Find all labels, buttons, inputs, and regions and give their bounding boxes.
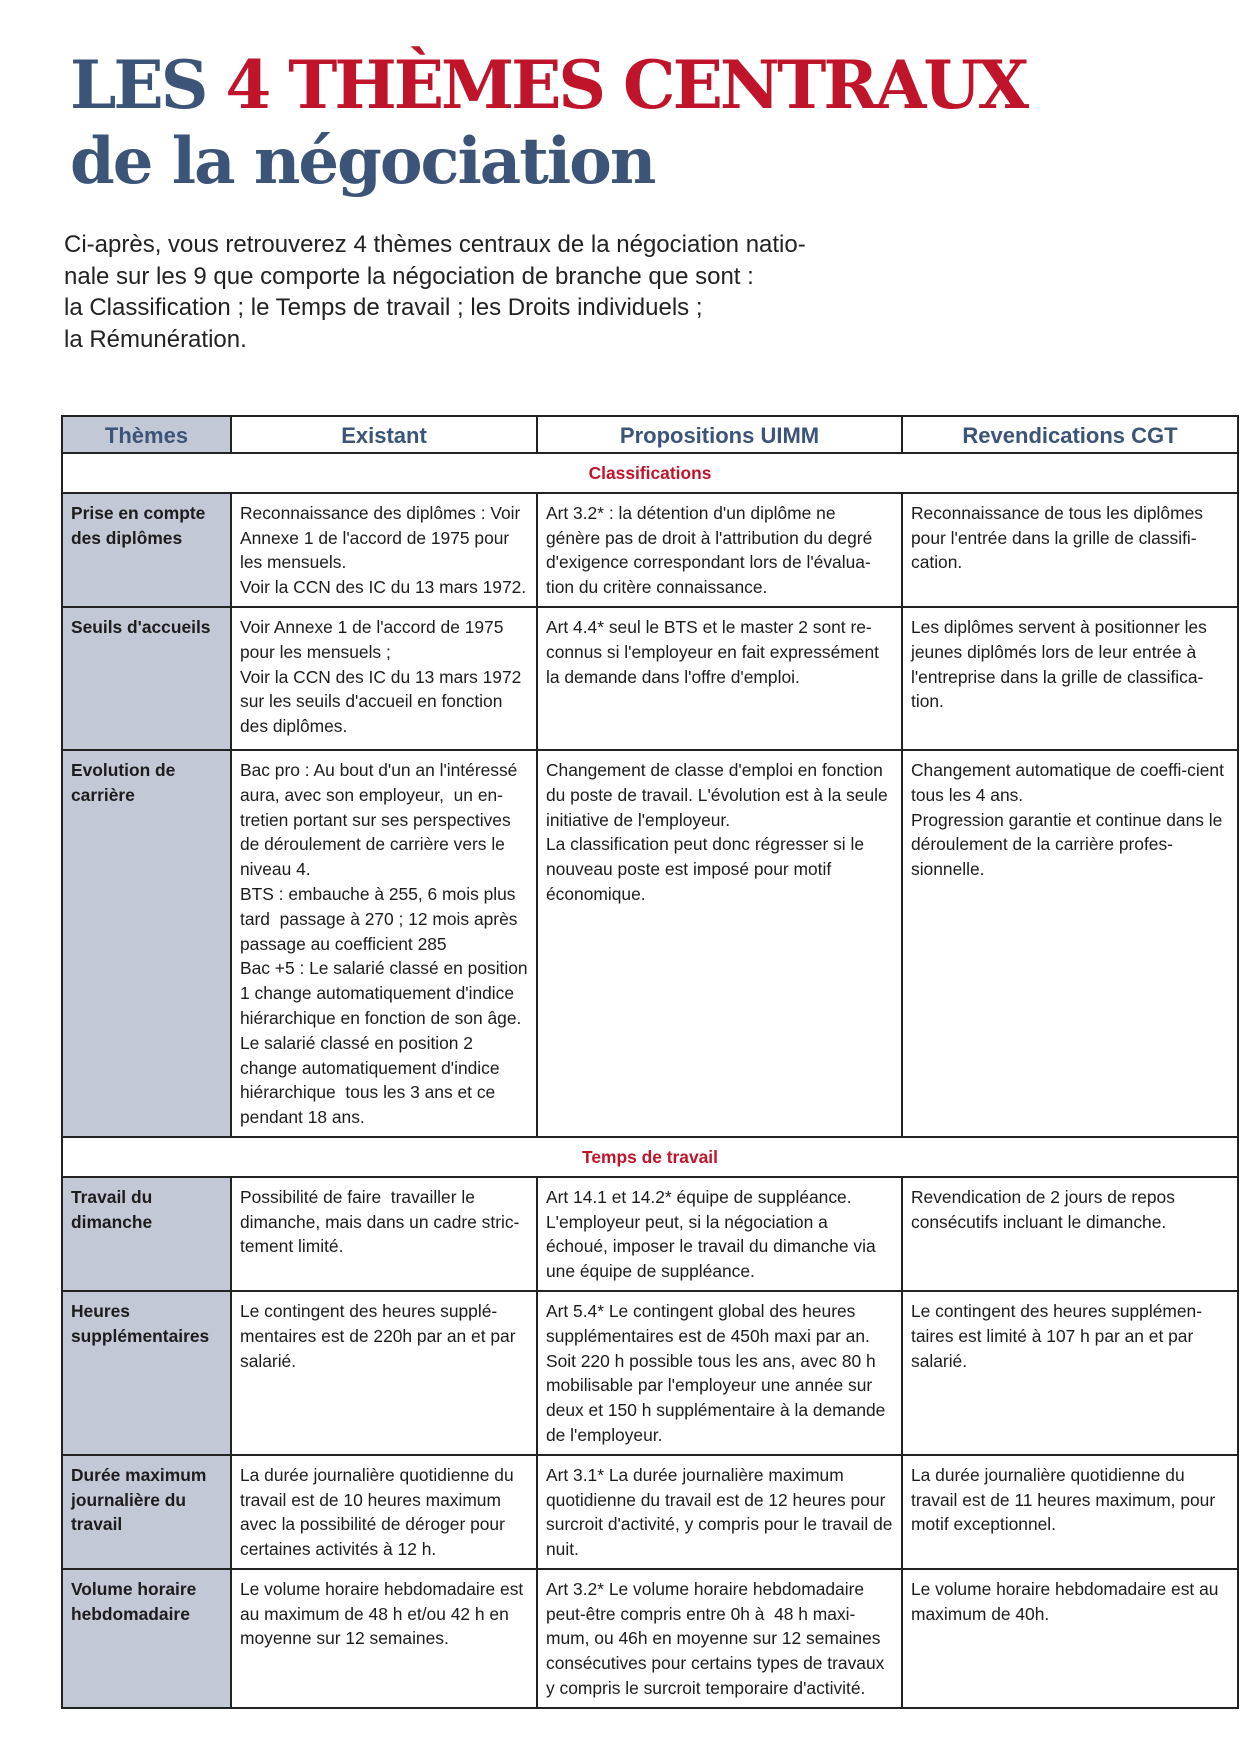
table-row bbox=[62, 607, 1238, 750]
header-propositions-uimm: Propositions UIMM bbox=[537, 416, 902, 453]
cell-text: Le contingent des heures supplé-mentaires est de 220h par an et par salarié. bbox=[240, 1300, 521, 1371]
intro-paragraph bbox=[64, 229, 864, 355]
cell-text: Art 3.2* : la détention d'un diplôme ne génère pas de droit à l'attribution du degré d'exigence correspondant lors de l'évalua-tion du critère connaissance. bbox=[546, 502, 878, 598]
existant-cell bbox=[231, 493, 537, 607]
cell-text: Art 3.1* La durée journalière maximum quotidienne du travail est de 12 heures pour surcroit d'activité, y compris pour le travail de nuit. bbox=[546, 1464, 898, 1560]
uimm-cell bbox=[537, 493, 902, 607]
theme-cell: Durée maximum journalière du travail bbox=[62, 1455, 231, 1569]
theme-cell: Volume horaire hebdomadaire bbox=[62, 1569, 231, 1708]
table-row bbox=[62, 1455, 1238, 1569]
existant-cell bbox=[231, 1569, 537, 1708]
uimm-cell bbox=[537, 1455, 902, 1569]
table-row bbox=[62, 493, 1238, 607]
cgt-cell bbox=[902, 1569, 1238, 1708]
cell-text: La durée journalière quotidienne du travail est de 11 heures maximum, pour motif exceptionnel. bbox=[911, 1464, 1220, 1535]
cgt-cell bbox=[902, 1455, 1238, 1569]
existant-cell bbox=[231, 1291, 537, 1455]
cell-text: Le volume horaire hebdomadaire est au maximum de 48 h et/ou 42 h en moyenne sur 12 semaines. bbox=[240, 1578, 529, 1649]
intro-line: Ci-après, vous retrouverez 4 thèmes centraux de la négociation natio- bbox=[64, 231, 806, 258]
existant-cell bbox=[231, 750, 537, 1137]
theme-cell: Evolution de carrière bbox=[62, 750, 231, 1137]
table-row bbox=[62, 1177, 1238, 1291]
uimm-cell bbox=[537, 1177, 902, 1291]
section-row-temps-de-travail bbox=[62, 1137, 1238, 1177]
cell-text: Changement automatique de coeffi-cient tous les 4 ans. Progression garantie et continue dans le déroulement de la carrière profes-sionnelle. bbox=[911, 759, 1224, 880]
intro-line: la Classification ; le Temps de travail ; les Droits individuels ; bbox=[64, 294, 703, 321]
cell-text: Le volume horaire hebdomadaire est au maximum de 40h. bbox=[911, 1578, 1224, 1624]
title-prefix: LES bbox=[70, 46, 226, 124]
cell-text: Art 3.2* Le volume horaire hebdomadaire peut-être compris entre 0h à 48 h maxi-mum, ou 46h en moyenne sur 12 semaines consécutives pour certains types de travaux y compris le surcroit temporaire d'activité. bbox=[546, 1578, 890, 1699]
intro-line: nale sur les 9 que comporte la négociation de branche que sont : bbox=[64, 262, 754, 290]
existant-cell bbox=[231, 1455, 537, 1569]
title-line-1 bbox=[70, 46, 1027, 124]
cell-text: Bac pro : Au bout d'un an l'intéressé aura, avec son employeur, un en-tretien portant sur ses perspectives de déroulement de carrière vers le niveau 4. BTS : embauche à 255, 6 mois plus tard passage à 270 ; 12 mois après passage au coefficient 285 Bac +5 : Le salarié classé en position 1 change automatiquement d'indice hiérarchique en fonction de son âge. Le salarié classé en position 2 change automatiquement d'indice hiérarchique tous les 3 ans et ce pendant 18 ans. bbox=[240, 759, 528, 1128]
existant-cell bbox=[231, 1177, 537, 1291]
header-revendications-cgt: Revendications CGT bbox=[902, 416, 1238, 453]
cgt-cell bbox=[902, 750, 1238, 1137]
title-line-2: de la négociation bbox=[70, 124, 655, 199]
cell-text: Voir Annexe 1 de l'accord de 1975 pour les mensuels ; Voir la CCN des IC du 13 mars 1972 sur les seuils d'accueil en fonction des diplômes. bbox=[240, 616, 522, 737]
theme-cell: Heures supplémentaires bbox=[62, 1291, 231, 1455]
section-row-classifications bbox=[62, 453, 1238, 493]
section-title: Temps de travail bbox=[62, 1137, 1238, 1177]
cell-text: Art 5.4* Le contingent global des heures supplémentaires est de 450h maxi par an. Soit 220 h possible tous les ans, avec 80 h mobilisable par l'employeur une année sur deux et 150 h supplémentaire à la demande de l'employeur. bbox=[546, 1300, 891, 1445]
cgt-cell bbox=[902, 1177, 1238, 1291]
cell-text: Les diplômes servent à positionner les jeunes diplômés lors de leur entrée à l'entreprise dans la grille de classifica-tion. bbox=[911, 616, 1212, 712]
uimm-cell bbox=[537, 607, 902, 750]
cell-text: Changement de classe d'emploi en fonction du poste de travail. L'évolution est à la seule initiative de l'employeur. La classification peut donc régresser si le nouveau poste est imposé pour motif économique. bbox=[546, 759, 888, 904]
cell-text: Reconnaissance des diplômes : Voir Annexe 1 de l'accord de 1975 pour les mensuels. Voir la CCN des IC du 13 mars 1972. bbox=[240, 502, 527, 598]
cgt-cell bbox=[902, 607, 1238, 750]
existant-cell bbox=[231, 607, 537, 750]
cgt-cell bbox=[902, 493, 1238, 607]
cell-text: Possibilité de faire travailler le dimanche, mais dans un cadre stric-tement limité. bbox=[240, 1186, 520, 1257]
page-title bbox=[70, 46, 1027, 199]
table-header-row bbox=[62, 416, 1238, 453]
cell-text: Art 4.4* seul le BTS et le master 2 sont re-connus si l'employeur en fait expressément la demande dans l'offre d'emploi. bbox=[546, 616, 884, 687]
uimm-cell bbox=[537, 750, 902, 1137]
cell-text: Revendication de 2 jours de repos consécutifs incluant le dimanche. bbox=[911, 1186, 1180, 1232]
uimm-cell bbox=[537, 1291, 902, 1455]
theme-cell: Prise en compte des diplômes bbox=[62, 493, 231, 607]
section-title: Classifications bbox=[62, 453, 1238, 493]
title-highlight: 4 THÈMES CENTRAUX bbox=[225, 46, 1027, 124]
theme-cell: Travail du dimanche bbox=[62, 1177, 231, 1291]
table-row bbox=[62, 750, 1238, 1137]
cell-text: Reconnaissance de tous les diplômes pour l'entrée dans la grille de classifi-cation. bbox=[911, 502, 1208, 573]
intro-line: la Rémunération. bbox=[64, 325, 247, 353]
cell-text: Le contingent des heures supplémen-taires est limité à 107 h par an et par salarié. bbox=[911, 1300, 1203, 1371]
header-themes: Thèmes bbox=[62, 416, 231, 453]
cell-text: Art 14.1 et 14.2* équipe de suppléance. L'employeur peut, si la négociation a échoué, imposer le travail du dimanche via une équipe de suppléance. bbox=[546, 1186, 881, 1282]
header-existant: Existant bbox=[231, 416, 537, 453]
cell-text: La durée journalière quotidienne du travail est de 10 heures maximum avec la possibilité de déroger pour certaines activités à 12 h. bbox=[240, 1464, 519, 1560]
uimm-cell bbox=[537, 1569, 902, 1708]
cgt-cell bbox=[902, 1291, 1238, 1455]
table-row bbox=[62, 1291, 1238, 1455]
table-row bbox=[62, 1569, 1238, 1708]
theme-cell: Seuils d'accueils bbox=[62, 607, 231, 750]
negotiation-table bbox=[61, 415, 1239, 1709]
